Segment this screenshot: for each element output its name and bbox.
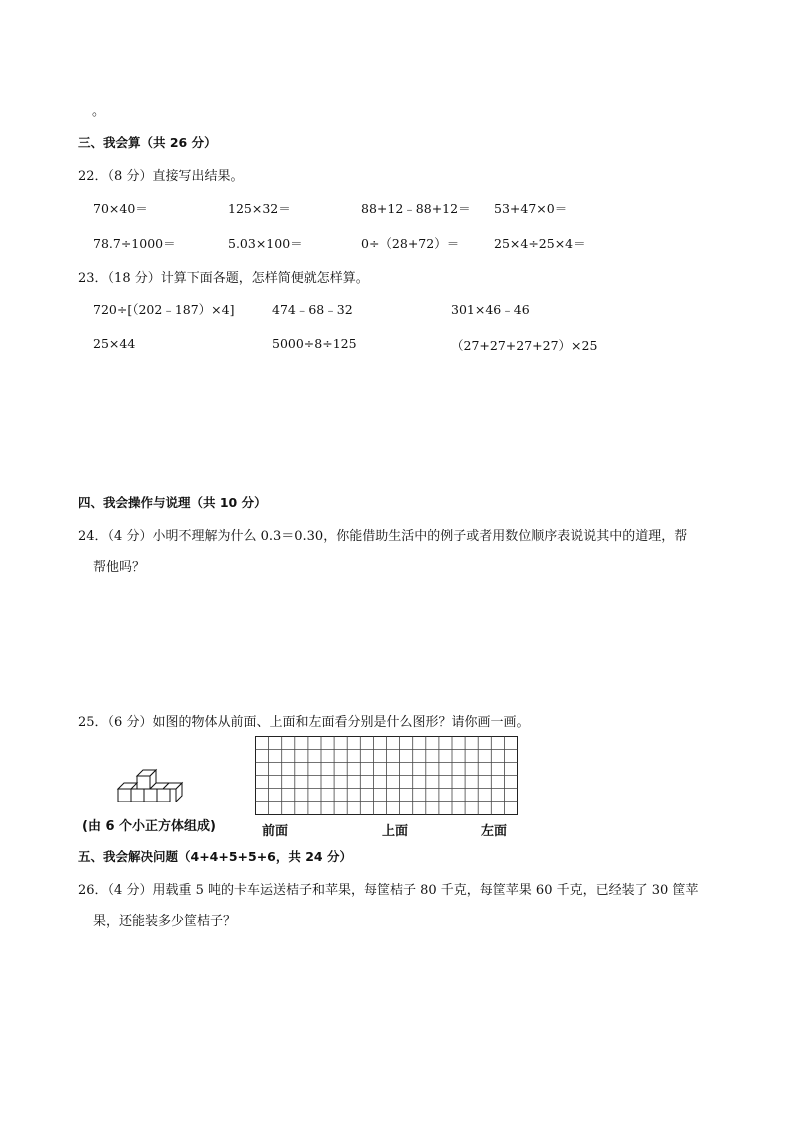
section-3-title: 三、我会算（共 26 分） — [78, 135, 217, 150]
q22-expression: 5.03×100＝ — [228, 236, 303, 251]
cube-front-face — [137, 776, 150, 789]
top-mark: 。 — [92, 104, 106, 119]
q22-expression: 88+12﹣88+12＝ — [361, 201, 471, 216]
figure-caption: (由 6 个小正方体组成) — [82, 819, 216, 834]
q22-expression: 0÷（28+72）＝ — [361, 236, 460, 251]
q23-expression: 720÷[（202﹣187）×4] — [93, 302, 235, 317]
cube-front-face — [144, 789, 157, 802]
cube-top-face — [118, 783, 137, 789]
q22-expression: 78.7÷1000＝ — [93, 236, 176, 251]
section-5-title: 五、我会解决问题（4+4+5+5+6，共 24 分） — [78, 849, 352, 864]
q22-expression: 25×4÷25×4＝ — [494, 236, 586, 251]
question-24-line2: 帮他吗？ — [93, 560, 146, 575]
view-label-left: 左面 — [481, 824, 508, 839]
cube-front-face — [157, 789, 170, 802]
question-24-line1: 24．（4 分）小明不理解为什么 0.3＝0.30，你能借助生活中的例子或者用数位顺序表说说其中的道理，帮 — [78, 529, 688, 544]
question-22-stem: 22．（8 分）直接写出结果。 — [78, 169, 244, 184]
cube-stack-figure — [114, 762, 190, 802]
cube-front-face — [118, 789, 131, 802]
q23-expression: 25×44 — [93, 336, 136, 351]
q23-expression: 474﹣68﹣32 — [272, 302, 353, 317]
drawing-grid[interactable] — [255, 736, 518, 816]
question-23-stem: 23．（18 分）计算下面各题，怎样简便就怎样算。 — [78, 271, 369, 286]
q22-expression: 70×40＝ — [93, 201, 148, 216]
question-26-line1: 26．（4 分）用载重 5 吨的卡车运送桔子和苹果，每筐桔子 80 千克，每筐苹果 60 千克，已经装了 30 筐苹 — [78, 883, 699, 898]
q23-expression: 5000÷8÷125 — [272, 336, 357, 351]
view-label-front: 前面 — [262, 824, 289, 839]
section-4-title: 四、我会操作与说理（共 10 分） — [78, 495, 267, 510]
q22-expression: 53+47×0＝ — [494, 201, 568, 216]
q23-expression: 301×46﹣46 — [451, 302, 530, 317]
q22-expression: 125×32＝ — [228, 201, 291, 216]
cube-front-face — [131, 789, 144, 802]
q23-expression: （27+27+27+27）×25 — [451, 338, 598, 353]
question-25-stem: 25．（6 分）如图的物体从前面、上面和左面看分别是什么图形？请你画一画。 — [78, 715, 530, 730]
question-26-line2: 果，还能装多少筐桔子？ — [93, 914, 237, 929]
view-label-top: 上面 — [382, 824, 409, 839]
